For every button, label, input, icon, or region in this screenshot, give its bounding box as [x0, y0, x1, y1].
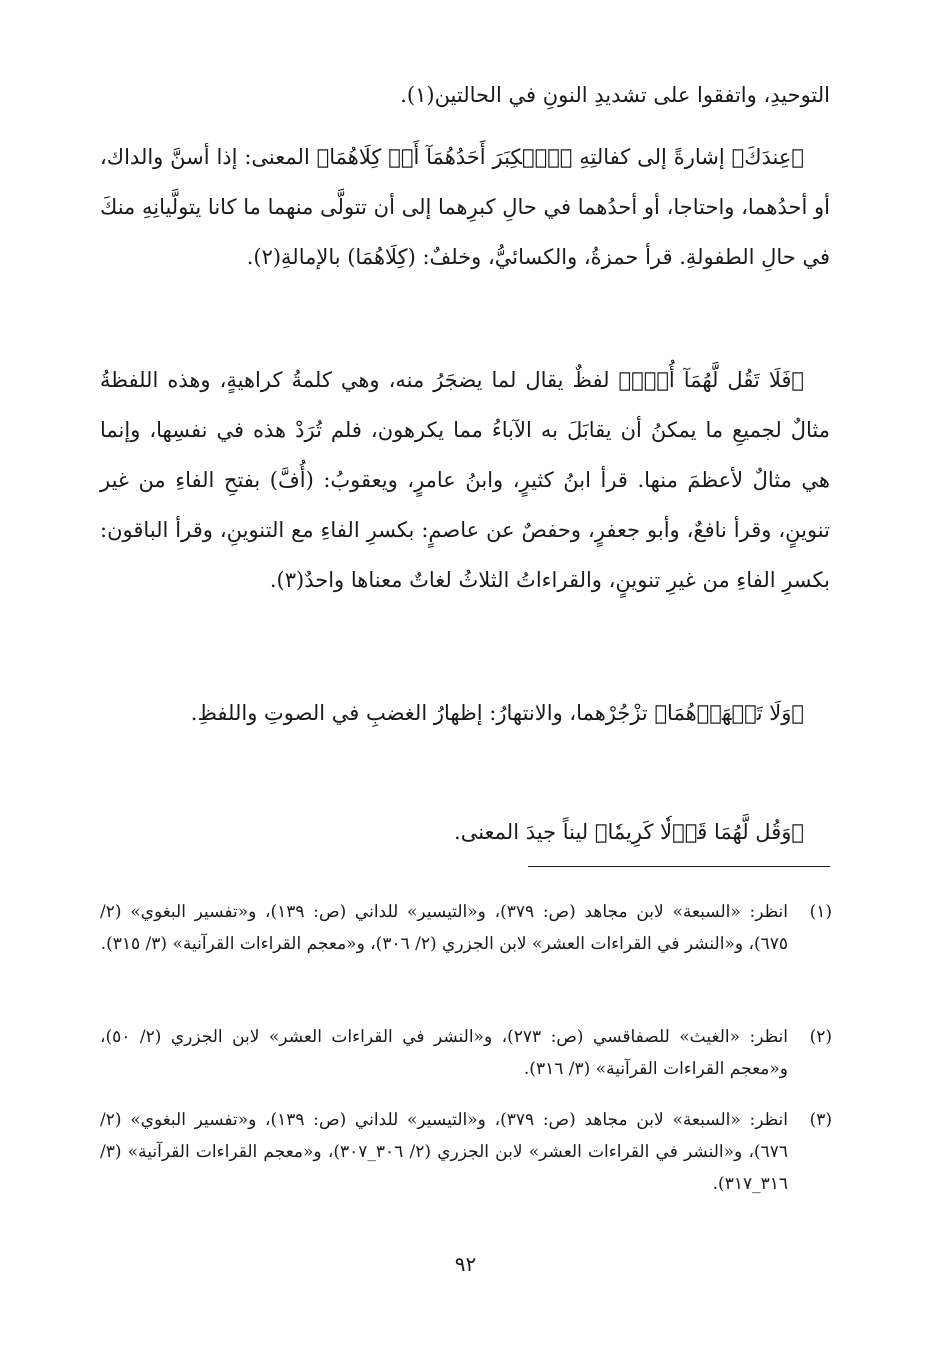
paragraph-text: التوحيدِ، واتفقوا على تشديدِ النونِ في الحالتين(١). [400, 83, 830, 107]
footnote-number: (٣) [809, 1110, 832, 1130]
body-paragraph-5 [100, 807, 830, 857]
paragraph-text: ﴿عِندَكَ﴾ إشارةً إلى كفالتِهِ ﴿ٱلۡكِبَرَ أَحَدُهُمَآ أَوۡ كِلَاهُمَا﴾ المعنى: إذا أسنَّ والداك، أو أحدُهما، واحتاجا، أو أحدُهما في حالِ كبرِهما إلى أن تتولَّى منهما ما كانا يتولَّيانِهِ منكَ في حالِ الطفولةِ. قرأ حمزةُ، والكسائيُّ، وخلفٌ: (كِلَاهُمَا) بالإمالةِ(٢). [100, 145, 830, 269]
footnote-separator [528, 866, 830, 867]
footnote-text: انظر: «السبعة» لابن مجاهد (ص: ٣٧٩)، و«التيسير» للداني (ص: ١٣٩)، و«تفسير البغوي» (٢/ ٦٧٦)، و«النشر في القراءات العشر» لابن الجزري (٢/ ٣٠٦_٣٠٧)، و«معجم القراءات القرآنية» (٣/ ٣١٦_٣١٧). [100, 1110, 788, 1194]
footnote-2 [100, 1021, 832, 1085]
paragraph-text: ﴿وَقُل لَّهُمَا قَوۡلٗا كَرِيمٗا﴾ ليناً جيدَ المعنى. [454, 820, 804, 844]
body-paragraph-2 [100, 132, 830, 282]
footnote-text: انظر: «السبعة» لابن مجاهد (ص: ٣٧٩)، و«التيسير» للداني (ص: ١٣٩)، و«تفسير البغوي» (٢/ ٦٧٥)، و«النشر في القراءات العشر» لابن الجزري (٢/ ٣٠٦)، و«معجم القراءات القرآنية» (٣/ ٣١٥). [100, 902, 788, 954]
footnote-1 [100, 896, 832, 960]
footnote-number: (١) [809, 902, 832, 922]
page-number: ٩٢ [454, 1252, 477, 1276]
body-paragraph-3 [100, 355, 830, 605]
footnote-number: (٢) [809, 1027, 832, 1047]
body-paragraph-4 [100, 688, 830, 738]
paragraph-text: ﴿فَلَا تَقُل لَّهُمَآ أُفّٖ﴾ لفظٌ يقال لما يضجَرُ منه، وهي كلمةُ كراهيةٍ، وهذه اللفظةُ مثالٌ لجميعِ ما يمكنُ أن يقابَلَ به الآباءُ مما يكرهون، فلم تُرَدْ هذه في نفسِها، وإنما هي مثالٌ لأعظمَ منها. قرأ ابنُ كثيرٍ، وابنُ عامرٍ، ويعقوبُ: (أُفَّ) بفتحِ الفاءِ من غير تنوينٍ، وقرأ نافعٌ، وأبو جعفرٍ، وحفصٌ عن عاصمٍ: بكسرِ الفاءِ مع التنوينِ، وقرأ الباقون: بكسرِ الفاءِ من غيرِ تنوينٍ، والقراءاتُ الثلاثُ لغاتٌ معناها واحدٌ(٣). [100, 368, 830, 592]
paragraph-text: ﴿وَلَا تَنۡهَرۡهُمَا﴾ تزْجُرْهما، والانتهارُ: إظهارُ الغضبِ في الصوتِ واللفظِ. [190, 701, 804, 725]
footnote-3 [100, 1104, 832, 1200]
body-paragraph-1 [100, 70, 830, 120]
footnote-text: انظر: «الغيث» للصفاقسي (ص: ٢٧٣)، و«النشر في القراءات العشر» لابن الجزري (٢/ ٥٠)، و«معجم القراءات القرآنية» (٣/ ٣١٦). [100, 1027, 788, 1079]
